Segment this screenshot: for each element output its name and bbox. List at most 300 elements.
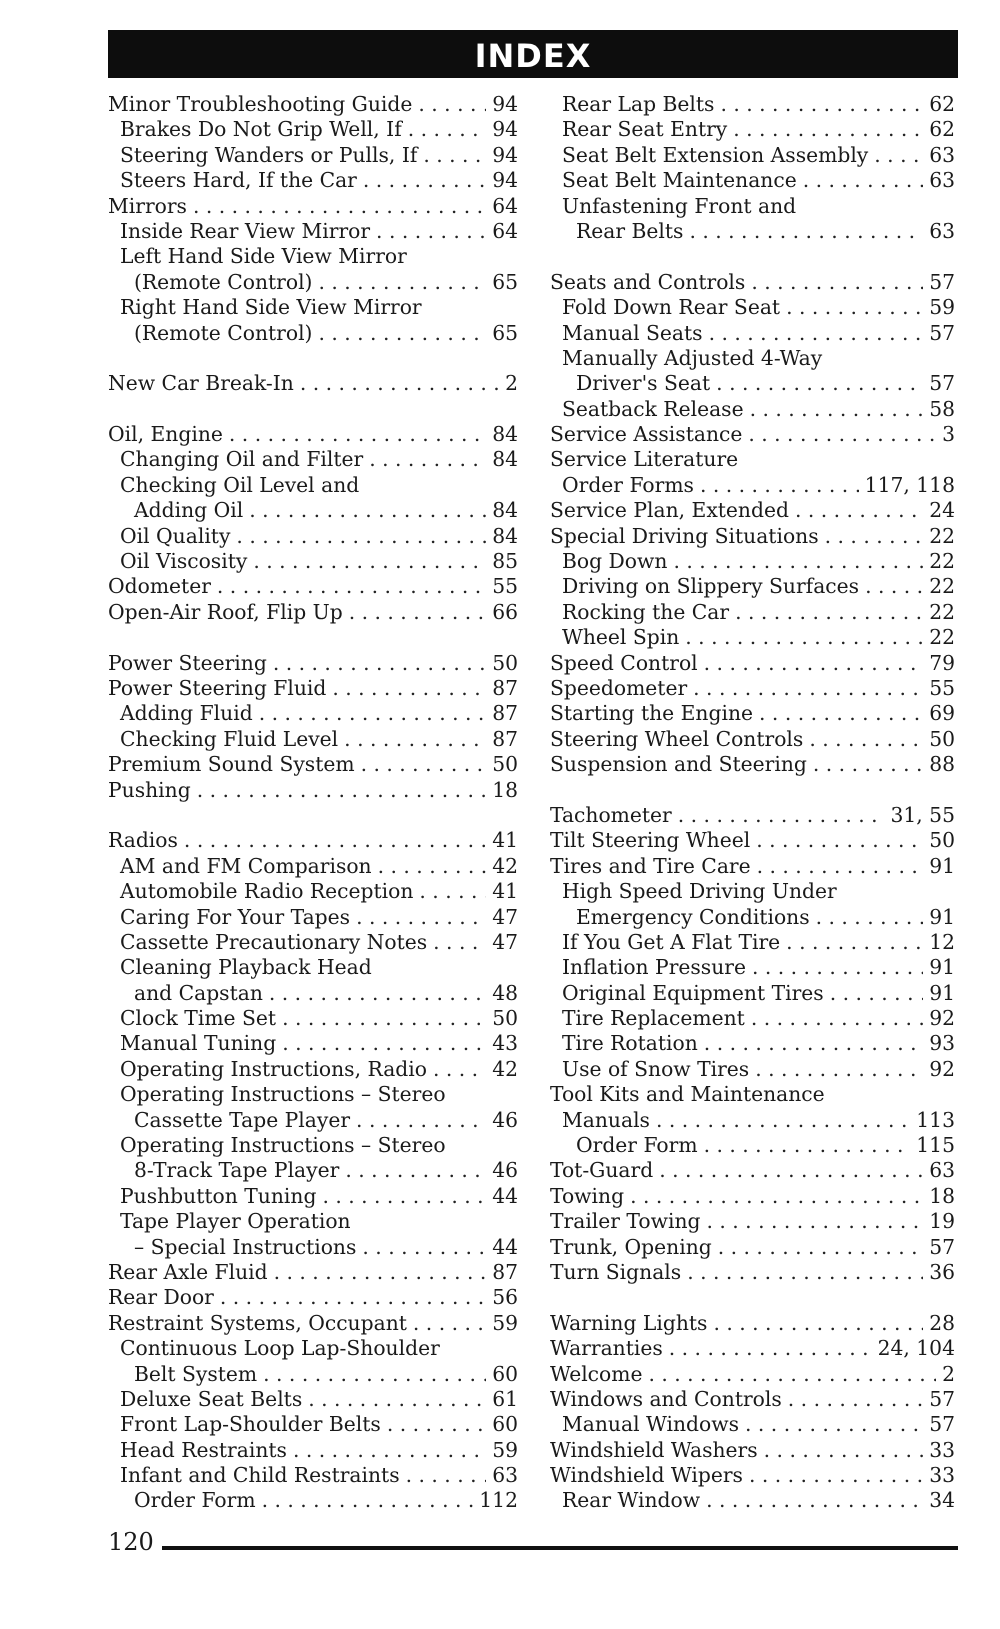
index-entry-text: Front Lap-Shoulder Belts <box>120 1412 381 1437</box>
index-entry-page: 2 <box>942 1361 955 1386</box>
index-entry-text: AM and FM Comparison <box>120 853 372 878</box>
index-entry-text: Left Hand Side View Mirror <box>120 244 407 269</box>
index-entry-page: 63 <box>929 168 955 193</box>
index-entry-text: If You Get A Flat Tire <box>562 929 781 954</box>
index-entry-text: Steering Wheel Controls <box>550 726 804 751</box>
index-entry-text: Rear Window <box>562 1488 701 1513</box>
dot-leader <box>362 1235 486 1260</box>
index-entry <box>550 473 955 498</box>
dot-leader <box>273 651 486 676</box>
index-entry-page: 42 <box>492 853 518 878</box>
index-entry-page: 18 <box>929 1183 955 1208</box>
index-entry-page: 41 <box>492 828 518 853</box>
dot-leader <box>685 625 923 650</box>
dot-leader <box>786 930 923 955</box>
index-entry-page: 28 <box>929 1310 955 1335</box>
index-entry-page: 34 <box>929 1488 955 1513</box>
index-entry-page: 87 <box>492 1259 518 1284</box>
index-entry-text: Manual Tuning <box>120 1031 277 1056</box>
index-entry-page: 57 <box>929 1386 955 1411</box>
index-entry-text: Changing Oil and Filter <box>120 447 364 472</box>
index-entry <box>108 1082 518 1107</box>
dot-leader <box>318 270 486 295</box>
dot-leader <box>419 879 486 904</box>
dot-leader <box>263 1362 486 1387</box>
index-entry-text: Special Driving Situations <box>550 523 819 548</box>
index-entry-page: 91 <box>929 955 955 980</box>
index-entry-text: Automobile Radio Reception <box>120 879 414 904</box>
dot-leader <box>673 549 923 574</box>
index-entry-page: 56 <box>492 1285 518 1310</box>
index-entry-text: Rear Door <box>108 1285 214 1310</box>
index-entry-text: Warning Lights <box>550 1310 708 1335</box>
index-entry-text: Cassette Precautionary Notes <box>120 929 428 954</box>
index-entry-page: 94 <box>492 168 518 193</box>
dot-leader <box>689 219 923 244</box>
index-entry-page: 50 <box>492 1006 518 1031</box>
dot-leader <box>751 270 923 295</box>
index-entry <box>108 1184 518 1209</box>
dot-leader <box>745 1412 923 1437</box>
index-entry <box>550 625 955 650</box>
index-entry-text: Original Equipment Tires <box>562 980 824 1005</box>
index-entry-page: 50 <box>929 726 955 751</box>
index-entry-page: 3 <box>942 422 955 447</box>
dot-leader <box>630 1184 923 1209</box>
dot-leader <box>433 1057 486 1082</box>
dot-leader <box>249 498 486 523</box>
index-entry <box>550 955 955 980</box>
index-entry-page: 57 <box>929 1412 955 1437</box>
index-entry-text: Order Form <box>134 1488 256 1513</box>
index-entry-page: 43 <box>492 1031 518 1056</box>
index-entry-text: Turn Signals <box>550 1259 682 1284</box>
dot-leader <box>750 397 924 422</box>
index-entry <box>550 168 955 193</box>
dot-leader <box>193 194 486 219</box>
index-entry <box>550 1260 955 1285</box>
index-entry <box>550 752 955 777</box>
dot-leader <box>378 854 487 879</box>
dot-leader <box>184 828 486 853</box>
index-entry-text: Steering Wanders or Pulls, If <box>120 142 418 167</box>
index-entry-page: 79 <box>929 650 955 675</box>
index-entry-text: Rear Seat Entry <box>562 117 728 142</box>
index-entry <box>108 244 518 269</box>
index-entry <box>550 905 955 930</box>
dot-leader <box>318 321 486 346</box>
dot-leader <box>408 117 486 142</box>
index-entry-page: 88 <box>929 752 955 777</box>
index-entry-page: 64 <box>492 193 518 218</box>
index-entry-page: 33 <box>929 1437 955 1462</box>
index-entry <box>550 879 955 904</box>
index-entry <box>108 955 518 980</box>
index-entry <box>550 803 955 828</box>
index-entry-page: 57 <box>929 320 955 345</box>
index-entry <box>108 1108 518 1133</box>
dot-leader <box>345 1158 486 1183</box>
index-entry-page: 91 <box>929 904 955 929</box>
index-entry <box>108 1057 518 1082</box>
index-entry-page: 94 <box>492 142 518 167</box>
dot-leader <box>788 1387 923 1412</box>
index-entry-page: 117, 118 <box>864 472 955 497</box>
index-entry-text: and Capstan <box>134 980 263 1005</box>
index-entry-page: 87 <box>492 675 518 700</box>
index-right-column <box>550 92 955 1514</box>
index-entry-text: Windows and Controls <box>550 1386 782 1411</box>
dot-leader <box>786 295 923 320</box>
index-entry-page: 91 <box>929 853 955 878</box>
index-entry-page: 50 <box>929 828 955 853</box>
index-entry <box>550 397 955 422</box>
index-entry-page: 91 <box>929 980 955 1005</box>
index-entry <box>550 1488 955 1513</box>
index-entry-page: 50 <box>492 752 518 777</box>
index-entry-text: Tool Kits and Maintenance <box>550 1082 825 1107</box>
index-entry-text: Tachometer <box>550 802 672 827</box>
index-entry <box>550 117 955 142</box>
index-entry-text: Windshield Wipers <box>550 1463 743 1488</box>
index-entry <box>550 600 955 625</box>
dot-leader <box>659 1158 923 1183</box>
page-footer <box>108 1530 958 1554</box>
index-entry-page: 62 <box>929 92 955 116</box>
page-title: INDEX <box>474 37 592 75</box>
dot-leader <box>349 600 486 625</box>
dot-leader <box>733 117 923 142</box>
index-entry <box>550 1438 955 1463</box>
index-entry-text: (Remote Control) <box>134 269 313 294</box>
index-entry-page: 59 <box>492 1437 518 1462</box>
index-entry-text: Inside Rear View Mirror <box>120 218 371 243</box>
index-entry <box>550 1336 955 1361</box>
index-entry-text: Checking Oil Level and <box>120 472 360 497</box>
index-entry-page: 33 <box>929 1463 955 1488</box>
index-entry-text: Belt System <box>134 1361 258 1386</box>
index-entry-text: Tire Rotation <box>562 1031 698 1056</box>
index-entry-text: Steers Hard, If the Car <box>120 168 357 193</box>
index-entry-text: Tot-Guard <box>550 1158 654 1183</box>
index-entry-text: Oil Viscosity <box>120 549 248 574</box>
dot-leader <box>274 1260 487 1285</box>
index-entry-text: Use of Snow Tires <box>562 1056 750 1081</box>
index-entry <box>550 828 955 853</box>
index-entry <box>108 1158 518 1183</box>
index-entry <box>108 524 518 549</box>
dot-leader <box>757 854 924 879</box>
index-entry-page: 58 <box>929 396 955 421</box>
dot-leader <box>748 422 936 447</box>
index-entry <box>550 701 955 726</box>
index-entry-text: Order Form <box>576 1133 698 1158</box>
index-entry-page: 48 <box>492 980 518 1005</box>
index-entry <box>550 524 955 549</box>
index-entry-text: Tilt Steering Wheel <box>550 828 751 853</box>
dot-leader <box>751 1006 923 1031</box>
index-entry-text: Windshield Washers <box>550 1437 758 1462</box>
index-entry-text: Manual Seats <box>562 320 703 345</box>
dot-leader <box>220 1285 486 1310</box>
index-entry <box>550 321 955 346</box>
index-entry-text: Suspension and Steering <box>550 752 807 777</box>
index-entry <box>108 473 518 498</box>
index-entry-page: 22 <box>929 549 955 574</box>
dot-leader <box>803 168 923 193</box>
index-entry-text: Driver's Seat <box>576 371 711 396</box>
index-entry-page: 94 <box>492 117 518 142</box>
dot-leader <box>716 371 923 396</box>
index-entry-text: Service Literature <box>550 447 739 472</box>
index-entry-page: 63 <box>929 1158 955 1183</box>
index-entry-page: 44 <box>492 1234 518 1259</box>
index-entry <box>108 1362 518 1387</box>
dot-leader <box>816 905 924 930</box>
index-entry <box>550 727 955 752</box>
index-entry <box>108 1463 518 1488</box>
index-entry-text: Welcome <box>550 1361 643 1386</box>
index-entry-text: Cleaning Playback Head <box>120 955 372 980</box>
dot-leader <box>356 905 486 930</box>
index-entry-text: Operating Instructions – Stereo <box>120 1082 446 1107</box>
index-entry-text: Manually Adjusted 4-Way <box>562 345 823 370</box>
index-entry <box>108 498 518 523</box>
dot-leader <box>755 1057 923 1082</box>
index-entry <box>108 701 518 726</box>
index-entry-page: 63 <box>929 218 955 243</box>
index-entry-text: Infant and Child Restraints <box>120 1463 400 1488</box>
dot-leader <box>423 143 486 168</box>
index-entry <box>550 1311 955 1336</box>
index-entry-text: Open-Air Roof, Flip Up <box>108 599 343 624</box>
index-entry-text: Seat Belt Extension Assembly <box>562 142 869 167</box>
index-entry <box>550 143 955 168</box>
index-entry-text: Inflation Pressure <box>562 955 746 980</box>
index-entry-page: 113 <box>916 1107 955 1132</box>
index-entry-text: Clock Time Set <box>120 1006 277 1031</box>
index-entry-page: 94 <box>492 92 518 116</box>
dot-leader <box>369 447 486 472</box>
index-entry-text: Pushing <box>108 777 191 802</box>
index-entry-text: Rear Axle Fluid <box>108 1259 268 1284</box>
index-left-column <box>108 92 518 1514</box>
dot-leader <box>282 1006 486 1031</box>
dot-leader <box>387 1412 486 1437</box>
index-entry <box>550 1082 955 1107</box>
page-number: 120 <box>108 1528 154 1556</box>
index-entry-text: Order Forms <box>562 472 694 497</box>
index-entry-page: 19 <box>929 1209 955 1234</box>
index-entry <box>108 92 518 117</box>
index-entry-page: 60 <box>492 1412 518 1437</box>
dot-leader <box>259 701 487 726</box>
index-entry-text: Seatback Release <box>562 396 744 421</box>
index-spacer <box>108 803 518 828</box>
index-entry-text: Warranties <box>550 1336 663 1361</box>
index-entry <box>550 92 955 117</box>
dot-leader <box>752 955 923 980</box>
index-entry <box>550 981 955 1006</box>
index-entry-page: 112 <box>479 1488 518 1513</box>
index-entry-page: 63 <box>492 1463 518 1488</box>
dot-leader <box>262 1488 474 1513</box>
index-entry-page: 66 <box>492 599 518 624</box>
index-entry-page: 47 <box>492 904 518 929</box>
index-entry-text: Mirrors <box>108 193 187 218</box>
index-entry-text: Trunk, Opening <box>550 1234 712 1259</box>
dot-leader <box>830 981 923 1006</box>
index-entry-text: Minor Troubleshooting Guide <box>108 92 413 116</box>
dot-leader <box>236 524 486 549</box>
index-entry-page: 92 <box>929 1006 955 1031</box>
index-entry-page: 31, 55 <box>890 802 955 827</box>
index-entry-text: Manual Windows <box>562 1412 740 1437</box>
dot-leader <box>713 1311 923 1336</box>
index-entry <box>550 574 955 599</box>
index-entry <box>108 117 518 142</box>
index-entry <box>108 447 518 472</box>
dot-leader <box>704 1133 911 1158</box>
index-entry <box>108 1031 518 1056</box>
dot-leader <box>363 168 486 193</box>
index-entry <box>550 1184 955 1209</box>
index-entry <box>550 498 955 523</box>
index-entry <box>108 905 518 930</box>
index-spacer <box>108 397 518 422</box>
dot-leader <box>795 498 923 523</box>
index-entry-text: Rear Lap Belts <box>562 92 715 116</box>
footer-rule <box>162 1546 958 1550</box>
index-spacer <box>550 1285 955 1310</box>
index-entry-page: 60 <box>492 1361 518 1386</box>
index-entry <box>108 194 518 219</box>
index-entry <box>550 371 955 396</box>
dot-leader <box>648 1362 936 1387</box>
dot-leader <box>197 778 486 803</box>
index-entry <box>550 1133 955 1158</box>
index-entry-page: 93 <box>929 1031 955 1056</box>
index-entry-page: 22 <box>929 574 955 599</box>
index-entry-page: 85 <box>492 549 518 574</box>
index-entry-text: Pushbutton Tuning <box>120 1183 317 1208</box>
index-entry <box>108 574 518 599</box>
index-entry-text: Restraint Systems, Occupant <box>108 1310 407 1335</box>
index-entry-text: Radios <box>108 828 178 853</box>
index-entry <box>550 1235 955 1260</box>
index-entry-page: 59 <box>929 295 955 320</box>
index-entry-text: Manuals <box>562 1107 650 1132</box>
index-entry <box>108 422 518 447</box>
index-entry-page: 44 <box>492 1183 518 1208</box>
index-entry-text: Seat Belt Maintenance <box>562 168 797 193</box>
index-entry-text: Unfastening Front and <box>562 193 797 218</box>
index-spacer <box>550 244 955 269</box>
index-entry-text: Tire Replacement <box>562 1006 745 1031</box>
dot-leader <box>749 1463 923 1488</box>
index-entry <box>550 1158 955 1183</box>
dot-leader <box>282 1031 486 1056</box>
index-entry <box>108 981 518 1006</box>
index-entry-text: Adding Oil <box>134 498 244 523</box>
index-entry <box>550 1463 955 1488</box>
index-entry-text: Speedometer <box>550 675 688 700</box>
index-entry-page: 18 <box>492 777 518 802</box>
index-entry-page: 63 <box>929 142 955 167</box>
index-entry <box>550 194 955 219</box>
index-entry-text: Bog Down <box>562 549 668 574</box>
index-entry-text: Oil, Engine <box>108 422 223 447</box>
index-entry <box>108 1235 518 1260</box>
index-entry <box>550 346 955 371</box>
dot-leader <box>332 676 486 701</box>
index-entry <box>108 676 518 701</box>
index-entry-page: 55 <box>929 675 955 700</box>
index-entry-page: 24 <box>929 498 955 523</box>
index-entry-text: Odometer <box>108 574 211 599</box>
index-entry-text: Emergency Conditions <box>576 904 810 929</box>
index-entry <box>108 371 518 396</box>
index-entry-text: – Special Instructions <box>134 1234 357 1259</box>
index-entry-text: High Speed Driving Under <box>562 879 837 904</box>
dot-leader <box>874 143 923 168</box>
index-entry <box>550 676 955 701</box>
index-spacer <box>550 778 955 803</box>
index-entry <box>108 1285 518 1310</box>
dot-leader <box>678 803 885 828</box>
index-entry <box>108 930 518 955</box>
index-entry <box>550 651 955 676</box>
index-entry-text: Premium Sound System <box>108 752 355 777</box>
dot-leader <box>269 981 486 1006</box>
index-entry-text: Driving on Slippery Surfaces <box>562 574 860 599</box>
index-entry-page: 22 <box>929 599 955 624</box>
index-entry-text: Tape Player Operation <box>120 1209 351 1234</box>
index-entry-text: Starting the Engine <box>550 701 754 726</box>
index-entry-text: Brakes Do Not Grip Well, If <box>120 117 402 142</box>
dot-leader <box>433 930 486 955</box>
dot-leader <box>344 727 486 752</box>
dot-leader <box>308 1387 486 1412</box>
index-spacer <box>108 625 518 650</box>
dot-leader <box>704 651 924 676</box>
index-entry <box>550 270 955 295</box>
index-entry <box>108 651 518 676</box>
dot-leader <box>764 1438 924 1463</box>
index-entry <box>108 1133 518 1158</box>
index-entry-text: Service Plan, Extended <box>550 498 789 523</box>
index-entry <box>108 1488 518 1513</box>
index-entry <box>108 828 518 853</box>
index-entry <box>108 854 518 879</box>
index-entry <box>108 727 518 752</box>
index-entry-page: 50 <box>492 650 518 675</box>
index-entry-page: 84 <box>492 447 518 472</box>
index-entry-text: Head Restraints <box>120 1437 287 1462</box>
index-entry-text: Power Steering <box>108 650 267 675</box>
dot-leader <box>376 219 486 244</box>
dot-leader <box>825 524 924 549</box>
index-entry <box>550 422 955 447</box>
index-entry-page: 12 <box>929 929 955 954</box>
index-entry-page: 55 <box>492 574 518 599</box>
index-entry-page: 84 <box>492 422 518 447</box>
index-entry-page: 87 <box>492 726 518 751</box>
index-entry-page: 65 <box>492 269 518 294</box>
index-entry-page: 36 <box>929 1259 955 1284</box>
index-entry <box>108 879 518 904</box>
index-entry-page: 87 <box>492 701 518 726</box>
